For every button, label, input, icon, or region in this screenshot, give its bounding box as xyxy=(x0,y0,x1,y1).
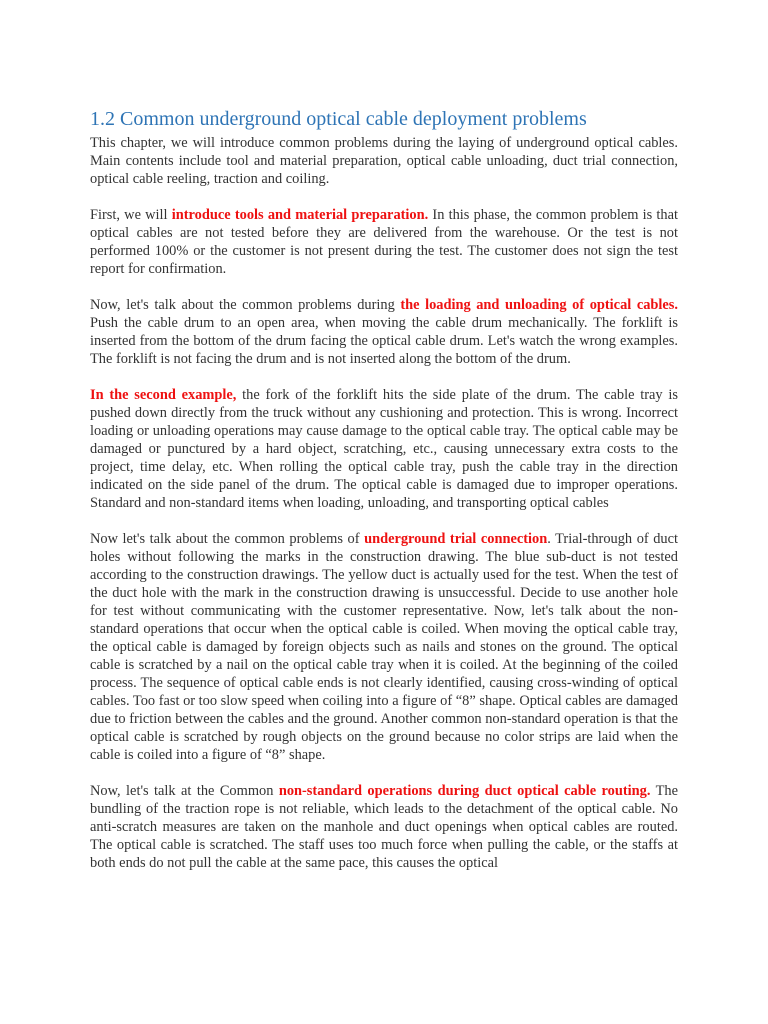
text-segment: Push the cable drum to an open area, when moving the cable drum mechanically. The forklift is inserted from the bottom of the drum facing the optical cable drum. Let's watch the wrong examples. The forklift is not facing the drum and is not inserted along the bottom of the drum. xyxy=(90,315,678,367)
paragraph-duct-routing xyxy=(90,782,678,872)
highlighted-phrase: the loading and unloading of optical cables. xyxy=(400,297,678,313)
highlighted-phrase: underground trial connection xyxy=(364,531,548,547)
highlighted-phrase: In the second example, xyxy=(90,387,237,403)
text-segment: This chapter, we will introduce common problems during the laying of underground optical cables. Main contents include tool and material preparation, optical cable unloading, duct trial connection, optical cable reeling, traction and coiling. xyxy=(90,135,678,187)
document-page xyxy=(90,106,678,890)
paragraph-intro xyxy=(90,134,678,188)
highlighted-phrase: introduce tools and material preparation. xyxy=(171,207,429,223)
paragraph-trial-connection xyxy=(90,530,678,764)
section-heading: 1.2 Common underground optical cable deployment problems xyxy=(90,108,587,130)
text-segment: . Trial-through of duct holes without following the marks in the construction drawing. The blue sub-duct is not tested according to the construction drawings. The yellow duct is actually used for the test. When the test of the duct hole with the mark in the construction drawing is unsuccessful. Decide to use another hole for test without communicating with the customer representative. Now, let's talk about the non-standard operations that occur when the optical cable is coiled. When moving the optical cable tray, the optical cable is damaged by foreign objects such as nails and stones on the ground. The optical cable is scratched by a nail on the optical cable tray when it is coiled. At the beginning of the coiled process. The sequence of optical cable ends is not clearly identified, causing cross-winding of optical cables. Too fast or too slow speed when coiling into a figure of “8” shape. Optical cables are damaged due to friction between the cables and the ground. Another common non-standard operation is that the optical cable is scratched by rough objects on the ground because no color strips are laid when the cable is coiled into a figure of “8” shape. xyxy=(90,531,679,763)
text-segment: The bundling of the traction rope is not reliable, which leads to the detachment of the optical cable. No anti-scratch measures are taken on the manhole and duct openings when optical cables are routed. The optical cable is scratched. The staff uses too much force when pulling the cable, or the staffs at both ends do not pull the cable at the same pace, this causes the optical xyxy=(90,783,678,871)
text-segment: First, we will xyxy=(90,207,172,223)
text-segment: Now, let's talk about the common problems during xyxy=(90,297,401,313)
text-segment: the fork of the forklift hits the side plate of the drum. The cable tray is pushed down directly from the truck without any cushioning and protection. This is wrong. Incorrect loading or unloading operations may cause damage to the optical cable tray. The optical cable may be damaged or punctured by a hard object, scratching, etc., causing unnecessary extra costs to the project, time delay, etc. When rolling the optical cable tray, push the cable tray in the direction indicated on the side panel of the drum. The optical cable is damaged due to improper operations. Standard and non-standard items when loading, unloading, and transporting optical cables xyxy=(90,387,678,511)
paragraph-second-example xyxy=(90,386,678,512)
paragraph-tools-preparation xyxy=(90,206,678,278)
text-segment: Now, let's talk at the Common xyxy=(90,783,279,799)
text-segment: In this phase, the common problem is that optical cables are not tested before they are delivered from the warehouse. Or the test is not performed 100% or the customer is not present during the test. The customer does not sign the test report for confirmation. xyxy=(90,207,679,277)
text-segment: Now let's talk about the common problems of xyxy=(90,531,365,547)
paragraph-loading-unloading xyxy=(90,296,678,368)
highlighted-phrase: non-standard operations during duct optical cable routing. xyxy=(278,783,651,799)
